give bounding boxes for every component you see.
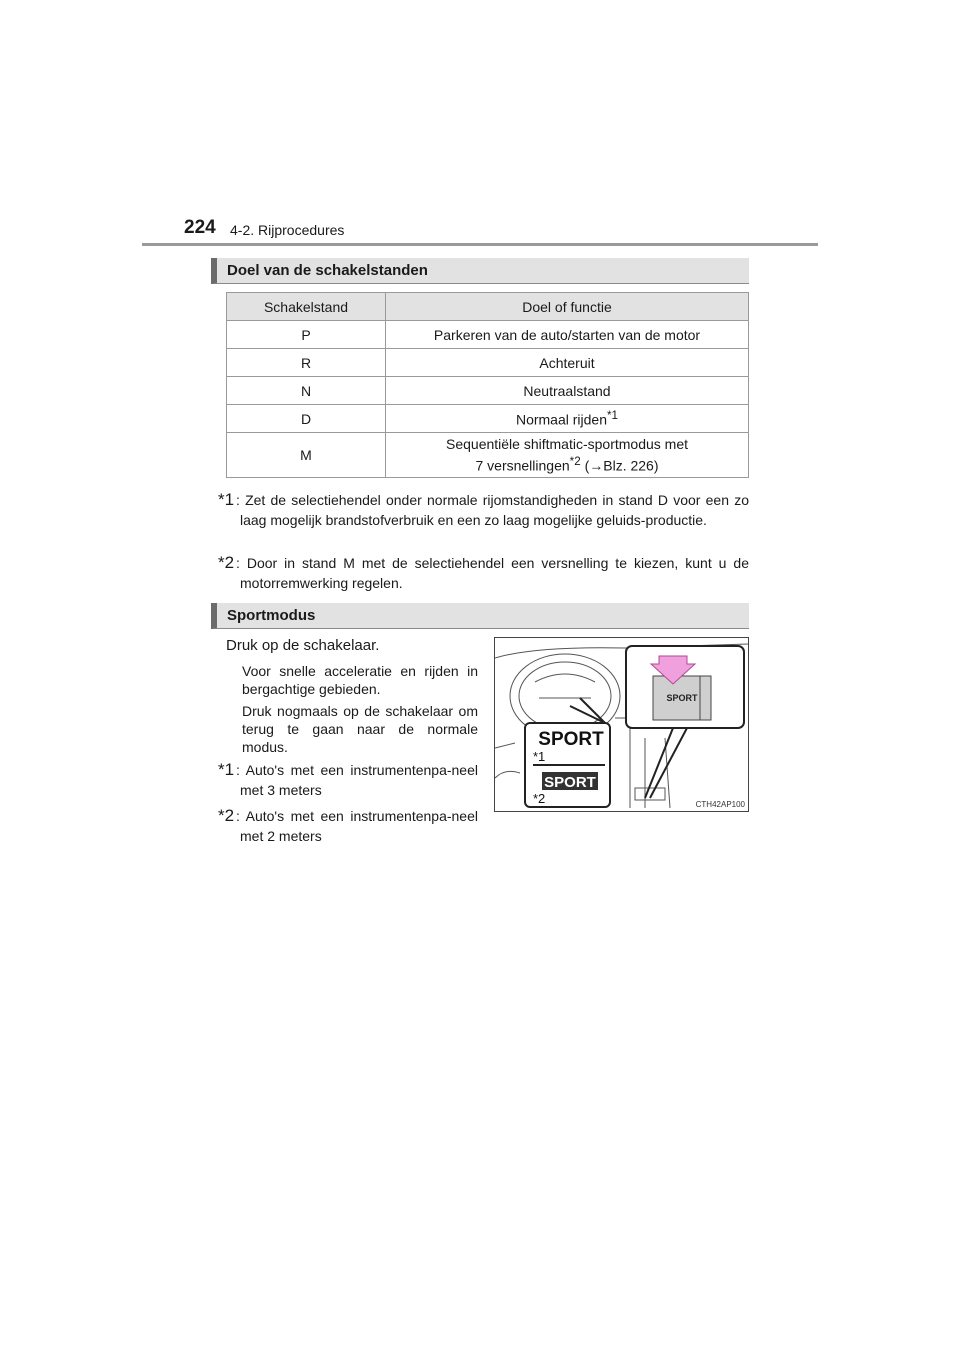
page-reference: (→Blz. 226)	[580, 457, 659, 474]
footnote-text: : Door in stand M met de selectiehendel een versnelling te kiezen, kunt u de motorremwerking regelen.	[236, 555, 749, 591]
figure-code: CTH42AP100	[695, 800, 745, 809]
description-paragraph: Voor snelle acceleratie en rijden in bergachtige gebieden.	[242, 663, 478, 697]
footnote-1	[218, 760, 478, 800]
footnote-marker: *2	[533, 791, 546, 806]
footnote-marker: *2	[218, 553, 235, 572]
description-paragraph: Druk nogmaals op de schakelaar om terug te gaan naar de normale modus.	[242, 703, 478, 755]
footnote-marker: *2	[569, 454, 581, 468]
function-cell	[386, 405, 749, 433]
footnote-2	[218, 553, 749, 593]
footnote-marker: *1	[533, 749, 546, 764]
section-heading-sport-mode	[211, 603, 749, 629]
position-cell: P	[227, 321, 386, 349]
instruction-step: Druk op de schakelaar.	[226, 637, 380, 654]
table-row	[227, 433, 749, 478]
footnote-2	[218, 806, 478, 846]
table-row	[227, 377, 749, 405]
footnote-marker: *1	[218, 760, 235, 779]
footnote-1	[218, 490, 749, 530]
table-row	[227, 349, 749, 377]
running-header: 4-2. Rijprocedures	[230, 222, 345, 238]
sport-switch-illustration	[494, 637, 749, 812]
sport-switch-label: SPORT	[666, 693, 698, 703]
function-text: Normaal rijden	[515, 411, 607, 428]
footnote-marker: *2	[218, 806, 235, 825]
gear-position-table	[226, 292, 749, 478]
function-text: Sequentiële shiftmatic-sportmodus met	[446, 435, 688, 452]
position-cell: N	[227, 377, 386, 405]
position-cell: M	[227, 433, 386, 478]
dashboard-drawing	[495, 638, 748, 811]
function-cell: Achteruit	[386, 349, 749, 377]
section-heading-gear-positions	[211, 258, 749, 284]
footnote-marker: *1	[607, 409, 619, 423]
footnote-text: : Zet de selectiehendel onder normale rijomstandigheden in stand D voor een zo laag mogelijk brandstofverbruik en een zo laag mogelijke geluids-productie.	[236, 492, 749, 528]
table-row	[227, 405, 749, 433]
sport-indicator-3-meter: SPORT	[538, 729, 604, 750]
position-cell: R	[227, 349, 386, 377]
section-title: Doel van de schakelstanden	[227, 262, 428, 279]
footnote-text: : Auto's met een instrumentenpa-neel met 3 meters	[236, 762, 478, 798]
sport-indicator-2-meter: SPORT	[544, 774, 596, 791]
column-header: Schakelstand	[227, 293, 386, 321]
page-number: 224	[184, 217, 216, 238]
function-text: 7 versnellingen	[475, 457, 570, 474]
function-cell: Neutraalstand	[386, 377, 749, 405]
footnote-marker: *1	[218, 490, 235, 509]
column-header: Doel of functie	[386, 293, 749, 321]
function-cell: Parkeren van de auto/starten van de motor	[386, 321, 749, 349]
footnote-text: : Auto's met een instrumentenpa-neel met 2 meters	[236, 808, 478, 844]
table-row	[227, 321, 749, 349]
header-rule	[142, 243, 818, 246]
function-cell	[386, 433, 749, 478]
table-header-row	[227, 293, 749, 321]
section-title: Sportmodus	[227, 607, 316, 624]
position-cell: D	[227, 405, 386, 433]
